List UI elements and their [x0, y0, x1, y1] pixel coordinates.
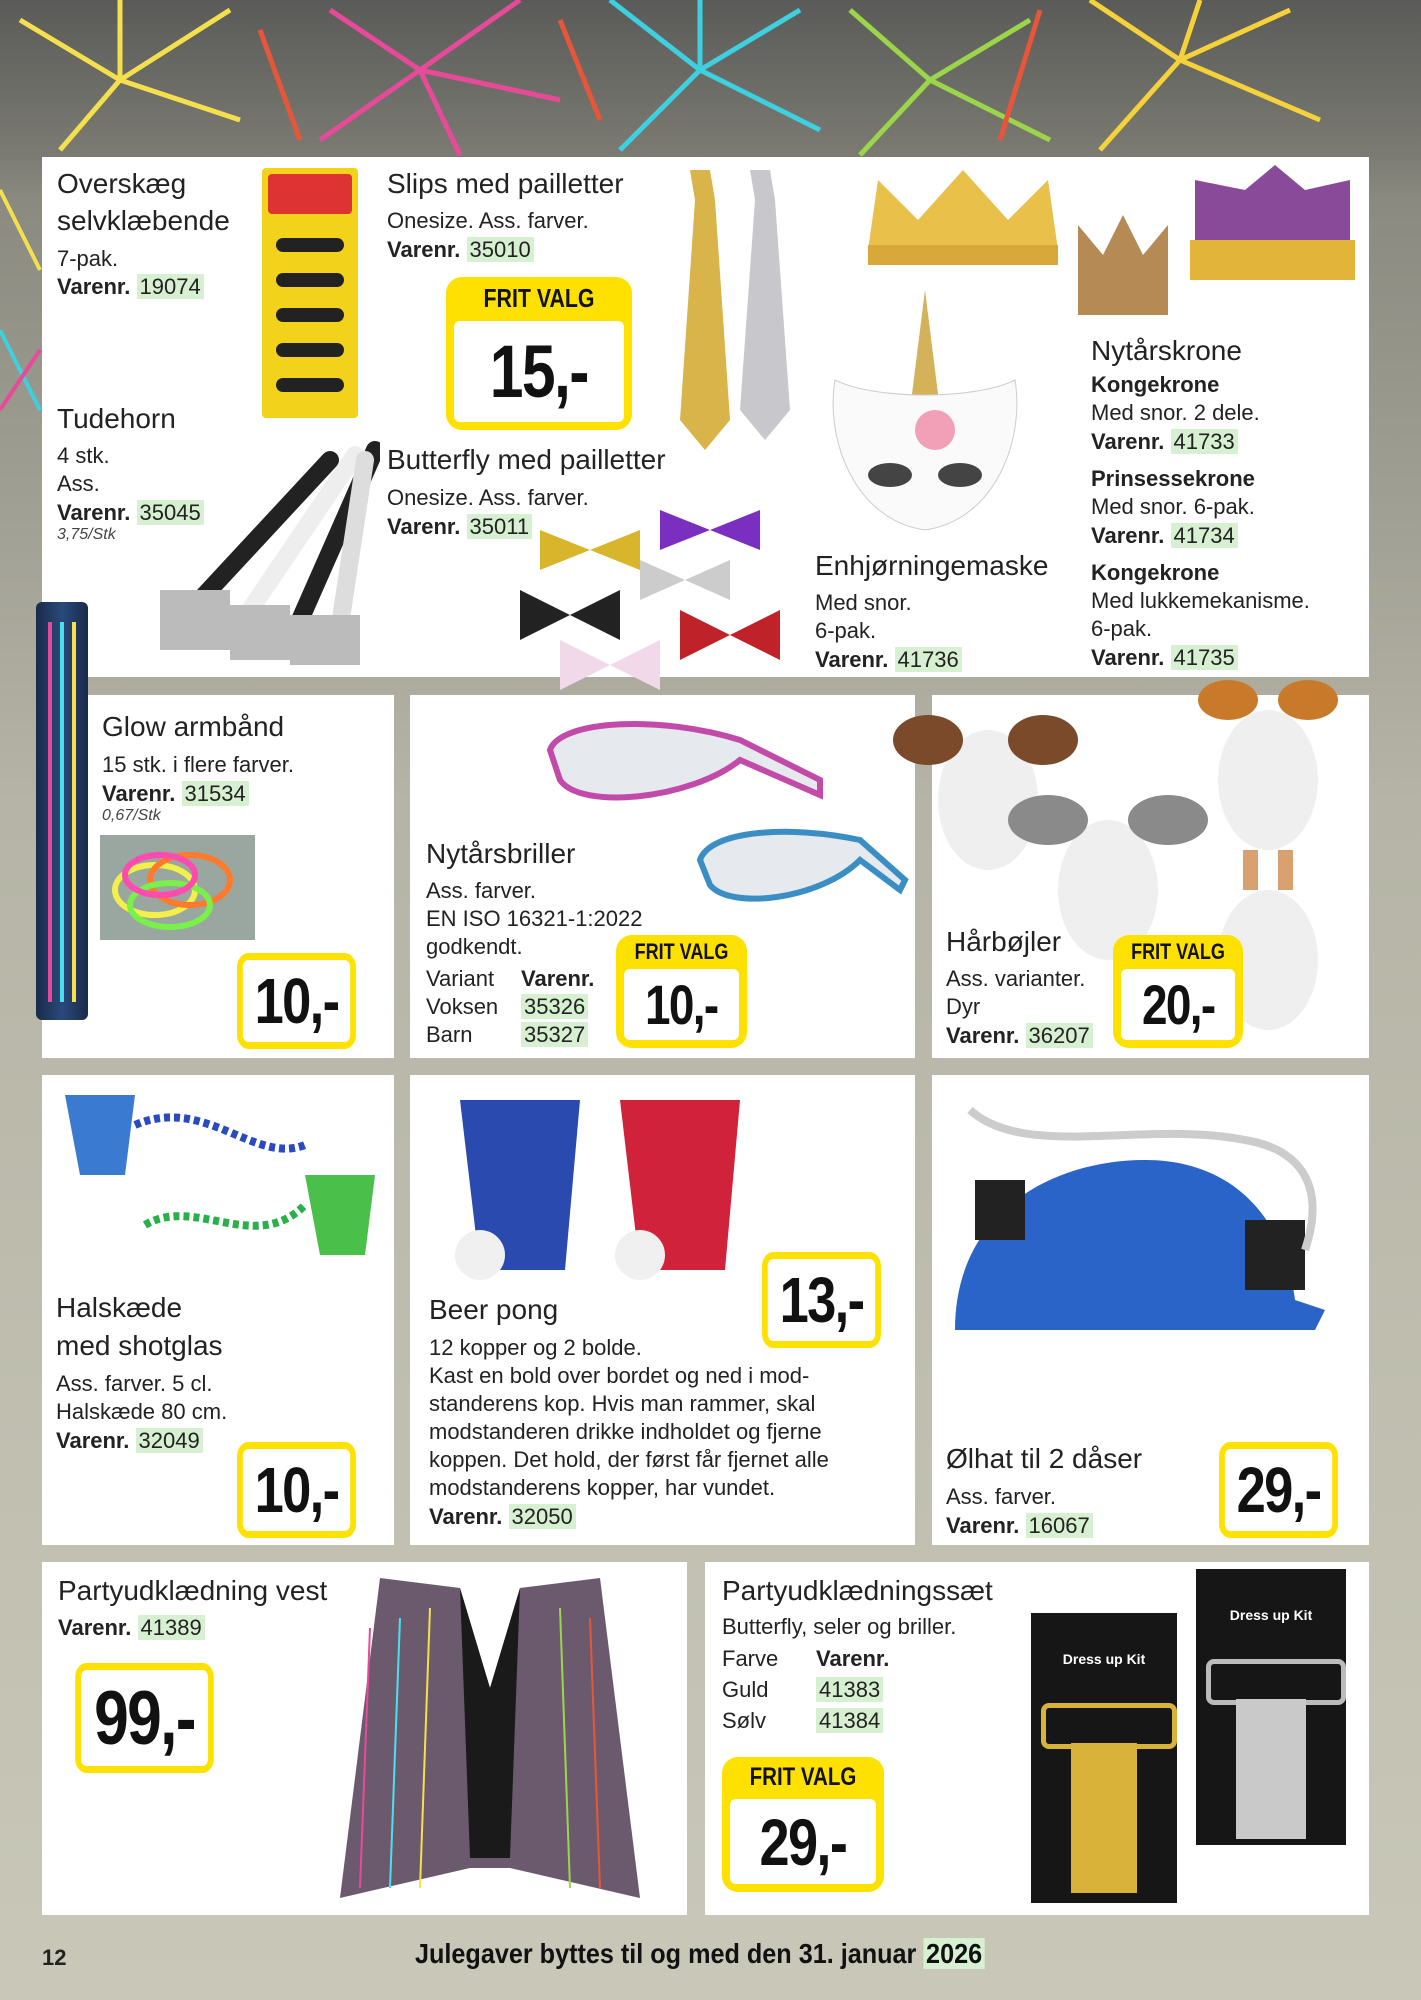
tudehorn-title: Tudehorn	[57, 403, 176, 434]
varenr-label: Varenr.	[58, 1615, 132, 1640]
varenr-label: Varenr.	[387, 237, 461, 262]
beerpong-line-1: 12 kopper og 2 bolde.	[429, 1335, 642, 1360]
glow-price: 10,-	[237, 953, 356, 1049]
fireworks-graphic	[0, 0, 1421, 160]
price-value: 10,-	[645, 973, 718, 1036]
varenr-value: 35045	[137, 500, 204, 525]
varenr-label: Varenr.	[387, 514, 461, 539]
briller-col-variant: Variant	[426, 966, 495, 991]
varenr-label: Varenr.	[57, 500, 131, 525]
harbojler-varenr	[946, 1023, 1093, 1048]
page-number: 12	[42, 1945, 67, 1970]
dress-up-kit-gold-image	[1031, 1613, 1177, 1903]
varenr-value: 41735	[1171, 645, 1238, 670]
beerpong-line-6: modstanderens kopper, har vundet.	[429, 1475, 776, 1500]
glow-tube-image	[36, 602, 88, 1020]
olhat-ass: Ass. farver.	[946, 1484, 1057, 1509]
briller-iso: EN ISO 16321-1:2022	[426, 906, 643, 931]
slips-title: Slips med pailletter	[387, 168, 624, 199]
prinsessekrone-desc: Med snor. 6-pak.	[1091, 494, 1255, 519]
halskaede-price: 10,-	[237, 1442, 356, 1538]
harbojler-type: Dyr	[946, 994, 981, 1019]
glow-title: Glow armbånd	[102, 711, 285, 742]
beerpong-price: 13,-	[762, 1252, 881, 1348]
varenr-label: Varenr.	[429, 1504, 503, 1529]
glow-varenr	[102, 781, 249, 806]
varenr-value: 16067	[1026, 1513, 1093, 1538]
kit-label: Dress up Kit	[1062, 1651, 1146, 1667]
butterfly-size: Onesize. Ass. farver.	[387, 485, 589, 510]
tudehorn-ass: Ass.	[57, 471, 100, 496]
beerpong-line-4: modstanderen drikke indholdet og fjerne	[429, 1419, 822, 1444]
varenr-value: 32050	[509, 1504, 576, 1529]
varenr-label: Varenr.	[1091, 645, 1165, 670]
saet-frit-valg-badge	[722, 1757, 884, 1892]
slips-frit-valg-badge	[446, 277, 632, 430]
varenr-value: 35326	[521, 994, 588, 1019]
olhat-varenr	[946, 1513, 1093, 1538]
overskaeg-title: Overskæg	[57, 168, 187, 199]
harbojler-frit-valg-badge	[1113, 935, 1243, 1048]
slips-varenr	[387, 237, 534, 262]
varenr-value: 41389	[138, 1615, 205, 1640]
briller-row-voksen: Voksen	[426, 994, 499, 1019]
paper-crown-image	[1068, 205, 1178, 325]
footer-exchange-note	[415, 1938, 985, 1970]
fringe-vest-image	[340, 1568, 640, 1908]
frit-valg-label: FRIT VALG	[483, 283, 595, 313]
frit-valg-label: FRIT VALG	[1131, 939, 1225, 964]
tudehorn-qty: 4 stk.	[57, 443, 110, 468]
side-fireworks-graphic	[0, 150, 45, 480]
enhjorning-varenr	[815, 647, 962, 672]
saet-solv-varenr	[816, 1708, 883, 1733]
kongekrone-2-name: Kongekrone	[1091, 560, 1220, 585]
varenr-label: Varenr.	[815, 647, 889, 672]
varenr-value: 19074	[137, 274, 204, 299]
moustache-card-image	[262, 168, 358, 418]
varenr-value: 32049	[136, 1428, 203, 1453]
enhjorning-title: Enhjørningemaske	[815, 550, 1049, 581]
varenr-value: 41736	[895, 647, 962, 672]
varenr-label: Varenr.	[102, 781, 176, 806]
frit-valg-label: FRIT VALG	[634, 939, 729, 964]
glow-bracelets-image	[100, 835, 255, 940]
kongekrone-name: Kongekrone	[1091, 372, 1220, 397]
price-value: 29,-	[759, 1804, 847, 1879]
purple-crown-image	[1185, 160, 1360, 285]
varenr-label: Varenr.	[56, 1428, 130, 1453]
kongekrone-desc: Med snor. 2 dele.	[1091, 400, 1260, 425]
harbojler-title: Hårbøjler	[946, 926, 1062, 957]
kit-label: Dress up Kit	[1229, 1607, 1313, 1623]
beerpong-title: Beer pong	[429, 1294, 559, 1325]
varenr-value: 31534	[182, 781, 249, 806]
varenr-value: 41734	[1171, 523, 1238, 548]
price-value: 20,-	[1141, 973, 1215, 1036]
glow-unit-price: 0,67/Stk	[102, 807, 161, 824]
harbojler-price	[1121, 969, 1235, 1040]
beer-helmet-image	[945, 1100, 1355, 1360]
varenr-label: Varenr.	[946, 1023, 1020, 1048]
party-horns-image	[140, 430, 380, 670]
briller-barn-varenr	[521, 1022, 588, 1047]
enhjorning-pack: 6-pak.	[815, 618, 877, 643]
frit-valg-label: FRIT VALG	[749, 1763, 857, 1791]
overskaeg-title-2: selvklæbende	[57, 205, 230, 236]
slips-size: Onesize. Ass. farver.	[387, 208, 589, 233]
varenr-value: 41384	[816, 1708, 883, 1733]
kongekrone-2-desc: Med lukkemekanisme.	[1091, 588, 1310, 613]
saet-col-varenr: Varenr.	[816, 1646, 890, 1671]
saet-guld-varenr	[816, 1677, 883, 1702]
halskaede-title: Halskæde	[56, 1292, 183, 1323]
sequin-ties-image	[660, 160, 800, 450]
beer-pong-cups-image	[450, 1090, 750, 1280]
prinsessekrone-varenr	[1091, 523, 1238, 548]
briller-row-barn: Barn	[426, 1022, 473, 1047]
briller-frit-valg-badge	[616, 935, 747, 1048]
nytarskrone-title: Nytårskrone	[1091, 335, 1242, 366]
varenr-label: Varenr.	[946, 1513, 1020, 1538]
harbojler-ass: Ass. varianter.	[946, 966, 1086, 991]
varenr-value: 35011	[467, 514, 533, 539]
saet-row-guld: Guld	[722, 1677, 769, 1702]
briller-ass: Ass. farver.	[426, 878, 537, 903]
saet-col-farve: Farve	[722, 1646, 779, 1671]
varenr-value: 35010	[467, 237, 534, 262]
halskaede-ass: Ass. farver. 5 cl.	[56, 1371, 213, 1396]
overskaeg-pack: 7-pak.	[57, 246, 119, 271]
kongekrone-2-pack: 6-pak.	[1091, 616, 1153, 641]
overskaeg-varenr	[57, 274, 204, 299]
shot-necklace-image	[55, 1085, 385, 1275]
beerpong-line-5: koppen. Det hold, der først får fjernet alle	[429, 1447, 829, 1472]
halskaede-length: Halskæde 80 cm.	[56, 1399, 228, 1424]
varenr-label: Varenr.	[1091, 523, 1165, 548]
vest-varenr	[58, 1615, 205, 1640]
kongekrone-2-varenr	[1091, 645, 1238, 670]
varenr-label: Varenr.	[1091, 429, 1165, 454]
beerpong-line-3: standerens kop. Hvis man rammer, skal	[429, 1391, 816, 1416]
fireworks-banner	[0, 0, 1421, 160]
briller-approved: godkendt.	[426, 934, 523, 959]
bow-ties-image	[510, 490, 800, 700]
olhat-price: 29,-	[1219, 1442, 1338, 1538]
slips-price	[454, 321, 624, 422]
tudehorn-unit-price: 3,75/Stk	[57, 526, 116, 543]
beerpong-line-2: Kast en bold over bordet og ned i mod-	[429, 1363, 810, 1388]
footer-year: 2026	[923, 1938, 984, 1969]
briller-title: Nytårsbriller	[426, 838, 576, 869]
halskaede-title-2: med shotglas	[56, 1330, 223, 1361]
saet-desc: Butterfly, seler og briller.	[722, 1614, 957, 1639]
footer-text: Julegaver byttes til og med den 31. januar	[415, 1938, 924, 1969]
varenr-label: Varenr.	[57, 274, 131, 299]
saet-title: Partyudklædningssæt	[722, 1575, 993, 1606]
vest-price: 99,-	[75, 1663, 214, 1773]
unicorn-mask-image	[815, 290, 1035, 540]
briller-price	[624, 969, 739, 1040]
dress-up-kit-silver-image	[1196, 1569, 1346, 1845]
varenr-value: 35327	[521, 1022, 588, 1047]
glow-desc: 15 stk. i flere farver.	[102, 752, 294, 777]
briller-voksen-varenr	[521, 994, 588, 1019]
varenr-value: 41733	[1171, 429, 1238, 454]
price-value: 15,-	[489, 330, 588, 413]
kongekrone-varenr	[1091, 429, 1238, 454]
saet-price	[730, 1799, 876, 1884]
enhjorning-snor: Med snor.	[815, 590, 912, 615]
butterfly-title: Butterfly med pailletter	[387, 444, 666, 475]
briller-col-varenr: Varenr.	[521, 966, 595, 991]
saet-row-solv: Sølv	[722, 1708, 766, 1733]
prinsessekrone-name: Prinsessekrone	[1091, 466, 1255, 491]
vest-title: Partyudklædning vest	[58, 1575, 328, 1606]
varenr-value: 36207	[1026, 1023, 1093, 1048]
olhat-title: Ølhat til 2 dåser	[946, 1443, 1143, 1474]
gold-crown-image	[858, 160, 1068, 275]
varenr-value: 41383	[816, 1677, 883, 1702]
halskaede-varenr	[56, 1428, 203, 1453]
beerpong-varenr	[429, 1504, 576, 1529]
